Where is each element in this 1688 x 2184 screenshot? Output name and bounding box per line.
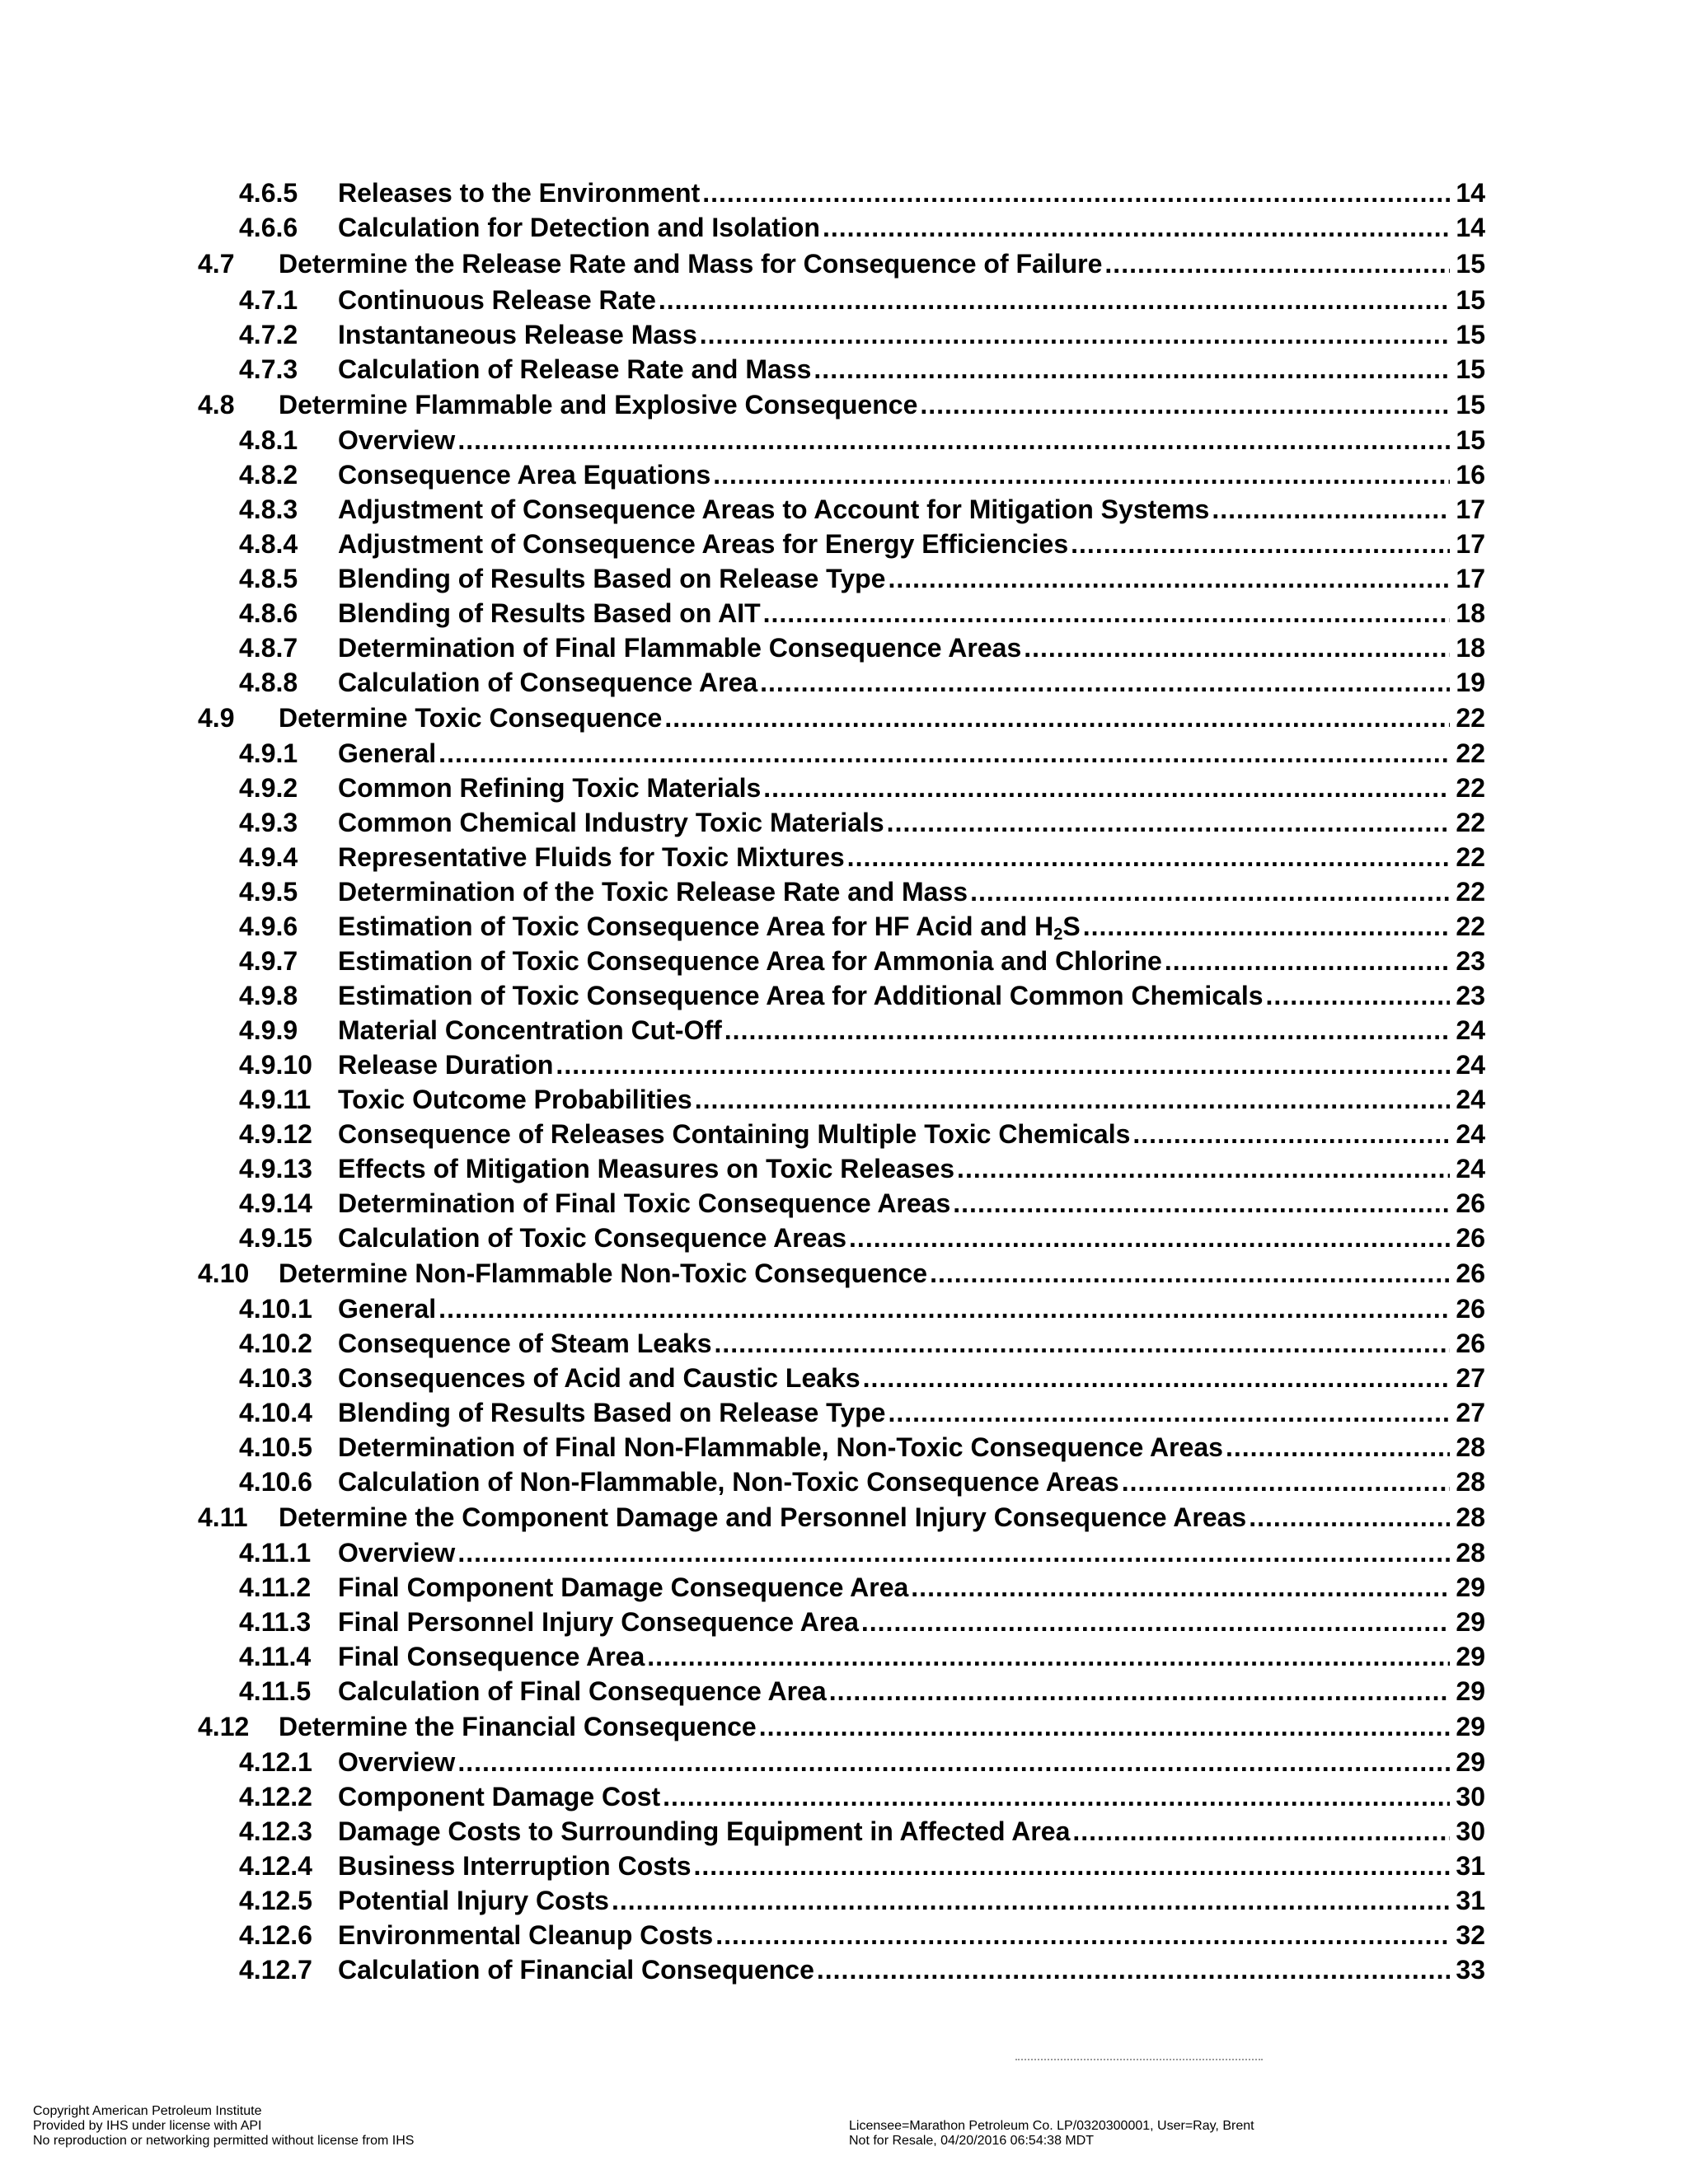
toc-subsection-entry[interactable] xyxy=(198,1361,1485,1395)
toc-number: 4.10 xyxy=(198,1258,250,1288)
toc-subsection-entry[interactable] xyxy=(198,1430,1485,1465)
toc-title: Calculation of Final Consequence Area xyxy=(338,1676,827,1706)
toc-number: 4.12 xyxy=(198,1712,250,1741)
toc-number: 4.8.7 xyxy=(239,633,298,663)
toc-title: Overview xyxy=(338,1747,456,1777)
toc-page-number: 16 xyxy=(1456,460,1485,490)
toc-title: Consequences of Acid and Caustic Leaks xyxy=(338,1363,860,1393)
toc-section-entry[interactable] xyxy=(198,387,1485,423)
toc-subsection-entry[interactable] xyxy=(198,630,1485,665)
toc-page-number: 24 xyxy=(1456,1119,1485,1149)
toc-subsection-entry[interactable] xyxy=(198,1013,1485,1047)
toc-number: 4.9 xyxy=(198,703,235,733)
toc-page-number: 28 xyxy=(1456,1502,1485,1532)
toc-dot-leader xyxy=(888,561,1450,596)
toc-number: 4.11 xyxy=(198,1502,248,1532)
toc-page-number: 14 xyxy=(1456,213,1485,242)
toc-dot-leader xyxy=(556,1047,1450,1082)
toc-page-number: 27 xyxy=(1456,1398,1485,1427)
toc-page-number: 31 xyxy=(1456,1886,1485,1915)
toc-title: Calculation of Non-Flammable, Non-Toxic Consequence Areas xyxy=(338,1467,1119,1497)
toc-subsection-entry[interactable] xyxy=(198,317,1485,352)
toc-page-number: 24 xyxy=(1456,1015,1485,1045)
toc-title: Continuous Release Rate xyxy=(338,285,656,315)
toc-dot-leader xyxy=(457,1535,1450,1570)
toc-subsection-entry[interactable] xyxy=(198,352,1485,387)
toc-dot-leader xyxy=(1071,527,1450,561)
toc-title: Consequence of Releases Containing Multiple Toxic Chemicals xyxy=(338,1119,1131,1149)
toc-dot-leader xyxy=(1226,1430,1450,1465)
toc-page-number: 31 xyxy=(1456,1851,1485,1881)
toc-dot-leader xyxy=(700,317,1450,352)
toc-dot-leader xyxy=(911,1570,1450,1605)
toc-section-entry[interactable] xyxy=(198,245,1485,283)
toc-title: Adjustment of Consequence Areas to Account for Mitigation Systems xyxy=(338,494,1210,524)
toc-dot-leader xyxy=(760,665,1450,700)
toc-number: 4.8.4 xyxy=(239,529,298,559)
toc-number: 4.7 xyxy=(198,249,235,279)
toc-title: Calculation of Financial Consequence xyxy=(338,1955,814,1985)
toc-title: Blending of Results Based on Release Type xyxy=(338,1398,886,1427)
scan-artifact-mark xyxy=(1015,2059,1263,2065)
toc-title: Component Damage Cost xyxy=(338,1782,661,1811)
toc-title: Environmental Cleanup Costs xyxy=(338,1920,714,1950)
toc-subsection-entry[interactable] xyxy=(198,736,1485,771)
toc-subsection-entry[interactable] xyxy=(198,1849,1485,1883)
toc-dot-leader xyxy=(694,1849,1451,1883)
toc-subsection-entry[interactable] xyxy=(198,978,1485,1013)
toc-subsection-entry[interactable] xyxy=(198,1535,1485,1570)
toc-number: 4.12.2 xyxy=(239,1782,312,1811)
toc-dot-leader xyxy=(1212,492,1450,527)
toc-page-number: 14 xyxy=(1456,178,1485,208)
toc-dot-leader xyxy=(1249,1499,1450,1535)
toc-title: Calculation of Release Rate and Mass xyxy=(338,354,812,384)
toc-number: 4.9.9 xyxy=(239,1015,298,1045)
toc-dot-leader xyxy=(847,840,1450,874)
toc-subsection-entry[interactable] xyxy=(198,1186,1485,1221)
footer-line: No reproduction or networking permitted without license from IHS xyxy=(33,2134,415,2148)
toc-dot-leader xyxy=(647,1639,1450,1674)
toc-number: 4.10.5 xyxy=(239,1432,312,1462)
toc-subsection-entry[interactable] xyxy=(198,771,1485,805)
toc-number: 4.10.4 xyxy=(239,1398,312,1427)
toc-subsection-entry[interactable] xyxy=(198,909,1485,944)
toc-dot-leader xyxy=(1083,909,1450,944)
toc-title: Business Interruption Costs xyxy=(338,1851,692,1881)
toc-title: Calculation of Consequence Area xyxy=(338,668,758,697)
toc-page-number: 24 xyxy=(1456,1154,1485,1183)
toc-subsection-entry[interactable] xyxy=(198,1395,1485,1430)
toc-subsection-entry[interactable] xyxy=(198,1291,1485,1326)
toc-dot-leader xyxy=(724,1013,1450,1047)
toc-subsection-entry[interactable] xyxy=(198,1918,1485,1952)
toc-number: 4.9.10 xyxy=(239,1050,312,1080)
toc-number: 4.7.2 xyxy=(239,320,298,349)
toc-dot-leader xyxy=(612,1883,1450,1918)
toc-number: 4.9.8 xyxy=(239,981,298,1010)
toc-title: Consequence of Steam Leaks xyxy=(338,1329,712,1358)
toc-dot-leader xyxy=(659,283,1450,317)
toc-page-number: 24 xyxy=(1456,1085,1485,1114)
toc-number: 4.12.5 xyxy=(239,1886,312,1915)
toc-section-entry[interactable] xyxy=(198,700,1485,736)
toc-page-number: 24 xyxy=(1456,1050,1485,1080)
toc-page-number: 15 xyxy=(1456,354,1485,384)
toc-title-text: S xyxy=(1062,912,1081,941)
toc-title: Release Duration xyxy=(338,1050,554,1080)
toc-number: 4.10.2 xyxy=(239,1329,312,1358)
toc-title: Blending of Results Based on AIT xyxy=(338,598,761,628)
table-of-contents xyxy=(198,176,1485,1987)
toc-number: 4.9.6 xyxy=(239,912,298,941)
toc-title: Determination of Final Toxic Consequence Areas xyxy=(338,1188,951,1218)
toc-title: Common Refining Toxic Materials xyxy=(338,773,762,803)
toc-title: General xyxy=(338,1294,437,1324)
toc-title: Common Chemical Industry Toxic Materials xyxy=(338,808,884,837)
toc-dot-leader xyxy=(823,210,1450,245)
toc-number: 4.10.3 xyxy=(239,1363,312,1393)
toc-number: 4.11.5 xyxy=(239,1676,312,1706)
toc-dot-leader xyxy=(829,1674,1450,1708)
toc-number: 4.6.6 xyxy=(239,213,298,242)
toc-dot-leader xyxy=(1122,1465,1450,1499)
toc-page-number: 26 xyxy=(1456,1329,1485,1358)
toc-title: Potential Injury Costs xyxy=(338,1886,609,1915)
toc-dot-leader xyxy=(970,874,1450,909)
toc-number: 4.12.1 xyxy=(239,1747,312,1777)
toc-page-number: 18 xyxy=(1456,598,1485,628)
toc-title-text: Estimation of Toxic Consequence Area for HF Acid and H xyxy=(338,912,1054,941)
toc-page-number: 17 xyxy=(1456,564,1485,593)
toc-number: 4.9.15 xyxy=(239,1223,312,1253)
toc-subsection-entry[interactable] xyxy=(198,527,1485,561)
toc-dot-leader xyxy=(695,1082,1450,1117)
toc-dot-leader xyxy=(1072,1814,1450,1849)
toc-page-number: 15 xyxy=(1456,249,1485,279)
toc-title-subscript: 2 xyxy=(1053,926,1063,944)
toc-title: Damage Costs to Surrounding Equipment in Affected Area xyxy=(338,1816,1071,1846)
toc-number: 4.11.2 xyxy=(239,1572,312,1602)
toc-subsection-entry[interactable] xyxy=(198,1779,1485,1814)
toc-dot-leader xyxy=(664,700,1450,736)
toc-title: Estimation of Toxic Consequence Area for Additional Common Chemicals xyxy=(338,981,1264,1010)
toc-page-number: 29 xyxy=(1456,1642,1485,1671)
toc-subsection-entry[interactable] xyxy=(198,1605,1485,1639)
toc-page-number: 29 xyxy=(1456,1572,1485,1602)
toc-title: Calculation for Detection and Isolation xyxy=(338,213,820,242)
toc-dot-leader xyxy=(1132,1117,1450,1151)
toc-dot-leader xyxy=(888,1395,1450,1430)
toc-number: 4.7.1 xyxy=(239,285,298,315)
toc-title: Determination of Final Non-Flammable, Non-Toxic Consequence Areas xyxy=(338,1432,1223,1462)
toc-number: 4.8.3 xyxy=(239,494,298,524)
toc-section-entry[interactable] xyxy=(198,1708,1485,1745)
toc-title: Adjustment of Consequence Areas for Energy Efficiencies xyxy=(338,529,1069,559)
toc-dot-leader xyxy=(1104,245,1450,283)
toc-number: 4.9.2 xyxy=(239,773,298,803)
toc-number: 4.12.4 xyxy=(239,1851,312,1881)
toc-dot-leader xyxy=(814,352,1450,387)
toc-title: Toxic Outcome Probabilities xyxy=(338,1085,692,1114)
toc-page-number: 17 xyxy=(1456,529,1485,559)
toc-number: 4.9.3 xyxy=(239,808,298,837)
toc-section-entry[interactable] xyxy=(198,1499,1485,1535)
toc-dot-leader xyxy=(953,1186,1450,1221)
toc-title: Instantaneous Release Mass xyxy=(338,320,697,349)
toc-dot-leader xyxy=(438,1291,1450,1326)
toc-page-number: 23 xyxy=(1456,981,1485,1010)
toc-subsection-entry[interactable] xyxy=(198,1745,1485,1779)
toc-page-number: 29 xyxy=(1456,1607,1485,1637)
toc-page-number: 22 xyxy=(1456,912,1485,941)
toc-page-number: 22 xyxy=(1456,842,1485,872)
toc-dot-leader xyxy=(763,771,1450,805)
toc-number: 4.9.1 xyxy=(239,738,298,768)
toc-number: 4.9.5 xyxy=(239,877,298,907)
toc-title: Representative Fluids for Toxic Mixtures xyxy=(338,842,845,872)
toc-dot-leader xyxy=(759,1708,1450,1745)
toc-page-number: 22 xyxy=(1456,877,1485,907)
toc-page-number: 15 xyxy=(1456,390,1485,419)
toc-number: 4.9.4 xyxy=(239,842,298,872)
toc-dot-leader xyxy=(663,1779,1450,1814)
toc-page-number: 22 xyxy=(1456,738,1485,768)
toc-page-number: 15 xyxy=(1456,425,1485,455)
toc-page-number: 32 xyxy=(1456,1920,1485,1950)
toc-number: 4.10.1 xyxy=(239,1294,312,1324)
toc-section-entry[interactable] xyxy=(198,1255,1485,1291)
toc-title: Overview xyxy=(338,425,456,455)
toc-title: Determination of Final Flammable Consequence Areas xyxy=(338,633,1022,663)
toc-title: Determine Non-Flammable Non-Toxic Consequence xyxy=(279,1258,928,1288)
toc-title: Estimation of Toxic Consequence Area for Ammonia and Chlorine xyxy=(338,946,1162,976)
toc-page-number: 19 xyxy=(1456,668,1485,697)
toc-dot-leader xyxy=(438,736,1450,771)
toc-subsection-entry[interactable] xyxy=(198,1221,1485,1255)
toc-dot-leader xyxy=(714,1326,1450,1361)
toc-number: 4.8.5 xyxy=(239,564,298,593)
toc-number: 4.9.11 xyxy=(239,1085,312,1114)
toc-number: 4.11.3 xyxy=(239,1607,312,1637)
toc-dot-leader xyxy=(920,387,1450,423)
toc-number: 4.11.4 xyxy=(239,1642,312,1671)
toc-subsection-entry[interactable] xyxy=(198,176,1485,210)
toc-dot-leader xyxy=(763,596,1450,630)
toc-subsection-entry[interactable] xyxy=(198,874,1485,909)
toc-page-number: 15 xyxy=(1456,285,1485,315)
toc-dot-leader xyxy=(849,1221,1450,1255)
toc-page-number: 30 xyxy=(1456,1782,1485,1811)
toc-dot-leader xyxy=(863,1361,1450,1395)
toc-dot-leader xyxy=(957,1151,1450,1186)
toc-dot-leader xyxy=(702,176,1450,210)
toc-dot-leader xyxy=(457,423,1450,457)
toc-title: Determine Flammable and Explosive Consequence xyxy=(279,390,918,419)
toc-subsection-entry[interactable] xyxy=(198,840,1485,874)
toc-title: Material Concentration Cut-Off xyxy=(338,1015,722,1045)
toc-number: 4.10.6 xyxy=(239,1467,312,1497)
toc-subsection-entry[interactable] xyxy=(198,805,1485,840)
toc-subsection-entry[interactable] xyxy=(198,1465,1485,1499)
toc-title: Final Personnel Injury Consequence Area xyxy=(338,1607,859,1637)
toc-page-number: 28 xyxy=(1456,1467,1485,1497)
toc-number: 4.8.2 xyxy=(239,460,298,490)
toc-page-number: 30 xyxy=(1456,1816,1485,1846)
toc-page-number: 22 xyxy=(1456,808,1485,837)
toc-number: 4.8.6 xyxy=(239,598,298,628)
toc-subsection-entry[interactable] xyxy=(198,423,1485,457)
toc-page-number: 18 xyxy=(1456,633,1485,663)
toc-page-number: 22 xyxy=(1456,773,1485,803)
toc-subsection-entry[interactable] xyxy=(198,210,1485,245)
toc-title: Determine Toxic Consequence xyxy=(279,703,663,733)
toc-subsection-entry[interactable] xyxy=(198,1082,1485,1117)
toc-page-number: 28 xyxy=(1456,1432,1485,1462)
toc-dot-leader xyxy=(1266,978,1450,1013)
toc-dot-leader xyxy=(817,1952,1450,1987)
toc-dot-leader xyxy=(930,1255,1450,1291)
toc-dot-leader xyxy=(457,1745,1450,1779)
toc-number: 4.9.12 xyxy=(239,1119,312,1149)
toc-title: General xyxy=(338,738,437,768)
toc-page-number: 15 xyxy=(1456,320,1485,349)
toc-page-number: 33 xyxy=(1456,1955,1485,1985)
toc-page-number: 26 xyxy=(1456,1188,1485,1218)
toc-number: 4.7.3 xyxy=(239,354,298,384)
toc-title: Determine the Component Damage and Personnel Injury Consequence Areas xyxy=(279,1502,1247,1532)
toc-subsection-entry[interactable] xyxy=(198,1883,1485,1918)
toc-title: Releases to the Environment xyxy=(338,178,701,208)
footer-line: Provided by IHS under license with API xyxy=(33,2119,262,2133)
toc-title: Overview xyxy=(338,1538,456,1568)
toc-page-number: 17 xyxy=(1456,494,1485,524)
toc-title: Determination of the Toxic Release Rate and Mass xyxy=(338,877,968,907)
toc-subsection-entry[interactable] xyxy=(198,283,1485,317)
toc-subsection-entry[interactable] xyxy=(198,492,1485,527)
toc-dot-leader xyxy=(713,457,1450,492)
toc-subsection-entry[interactable] xyxy=(198,457,1485,492)
toc-page-number: 26 xyxy=(1456,1258,1485,1288)
toc-dot-leader xyxy=(715,1918,1450,1952)
toc-page-number: 26 xyxy=(1456,1294,1485,1324)
toc-number: 4.12.3 xyxy=(239,1816,312,1846)
toc-subsection-entry[interactable] xyxy=(198,944,1485,978)
toc-dot-leader xyxy=(1024,630,1450,665)
toc-dot-leader xyxy=(861,1605,1450,1639)
toc-subsection-entry[interactable] xyxy=(198,1117,1485,1151)
toc-page-number: 29 xyxy=(1456,1747,1485,1777)
toc-number: 4.12.7 xyxy=(239,1955,312,1985)
toc-subsection-entry[interactable] xyxy=(198,1047,1485,1082)
toc-number: 4.9.14 xyxy=(239,1188,312,1218)
toc-page-number: 28 xyxy=(1456,1538,1485,1568)
toc-title: Effects of Mitigation Measures on Toxic Releases xyxy=(338,1154,955,1183)
toc-page-number: 22 xyxy=(1456,703,1485,733)
toc-title: Consequence Area Equations xyxy=(338,460,711,490)
toc-title: Final Consequence Area xyxy=(338,1642,645,1671)
toc-page-number: 26 xyxy=(1456,1223,1485,1253)
toc-page-number: 29 xyxy=(1456,1676,1485,1706)
footer-line: Not for Resale, 04/20/2016 06:54:38 MDT xyxy=(849,2134,1095,2148)
toc-title xyxy=(338,909,1081,944)
footer-copyright xyxy=(33,2104,414,2149)
toc-number: 4.12.6 xyxy=(239,1920,312,1950)
toc-subsection-entry[interactable] xyxy=(198,1326,1485,1361)
toc-subsection-entry[interactable] xyxy=(198,1814,1485,1849)
toc-number: 4.8.8 xyxy=(239,668,298,697)
toc-number: 4.9.13 xyxy=(239,1154,312,1183)
toc-number: 4.11.1 xyxy=(239,1538,312,1568)
toc-page-number: 29 xyxy=(1456,1712,1485,1741)
toc-page-number: 27 xyxy=(1456,1363,1485,1393)
toc-subsection-entry[interactable] xyxy=(198,1952,1485,1987)
toc-dot-leader xyxy=(1165,944,1450,978)
footer-license xyxy=(849,2119,1254,2149)
toc-page-number: 23 xyxy=(1456,946,1485,976)
toc-subsection-entry[interactable] xyxy=(198,665,1485,700)
toc-number: 4.6.5 xyxy=(239,178,298,208)
toc-subsection-entry[interactable] xyxy=(198,1639,1485,1674)
toc-subsection-entry[interactable] xyxy=(198,1570,1485,1605)
toc-title: Calculation of Toxic Consequence Areas xyxy=(338,1223,847,1253)
toc-number: 4.9.7 xyxy=(239,946,298,976)
toc-number: 4.8 xyxy=(198,390,235,419)
toc-title: Determine the Financial Consequence xyxy=(279,1712,757,1741)
toc-subsection-entry[interactable] xyxy=(198,561,1485,596)
toc-subsection-entry[interactable] xyxy=(198,1151,1485,1186)
toc-dot-leader xyxy=(887,805,1450,840)
toc-title: Determine the Release Rate and Mass for Consequence of Failure xyxy=(279,249,1103,279)
toc-number: 4.8.1 xyxy=(239,425,298,455)
toc-subsection-entry[interactable] xyxy=(198,1674,1485,1708)
toc-title: Blending of Results Based on Release Type xyxy=(338,564,886,593)
toc-subsection-entry[interactable] xyxy=(198,596,1485,630)
footer-line: Copyright American Petroleum Institute xyxy=(33,2104,262,2118)
toc-title: Final Component Damage Consequence Area xyxy=(338,1572,909,1602)
footer-line: Licensee=Marathon Petroleum Co. LP/0320300001, User=Ray, Brent xyxy=(849,2119,1254,2133)
